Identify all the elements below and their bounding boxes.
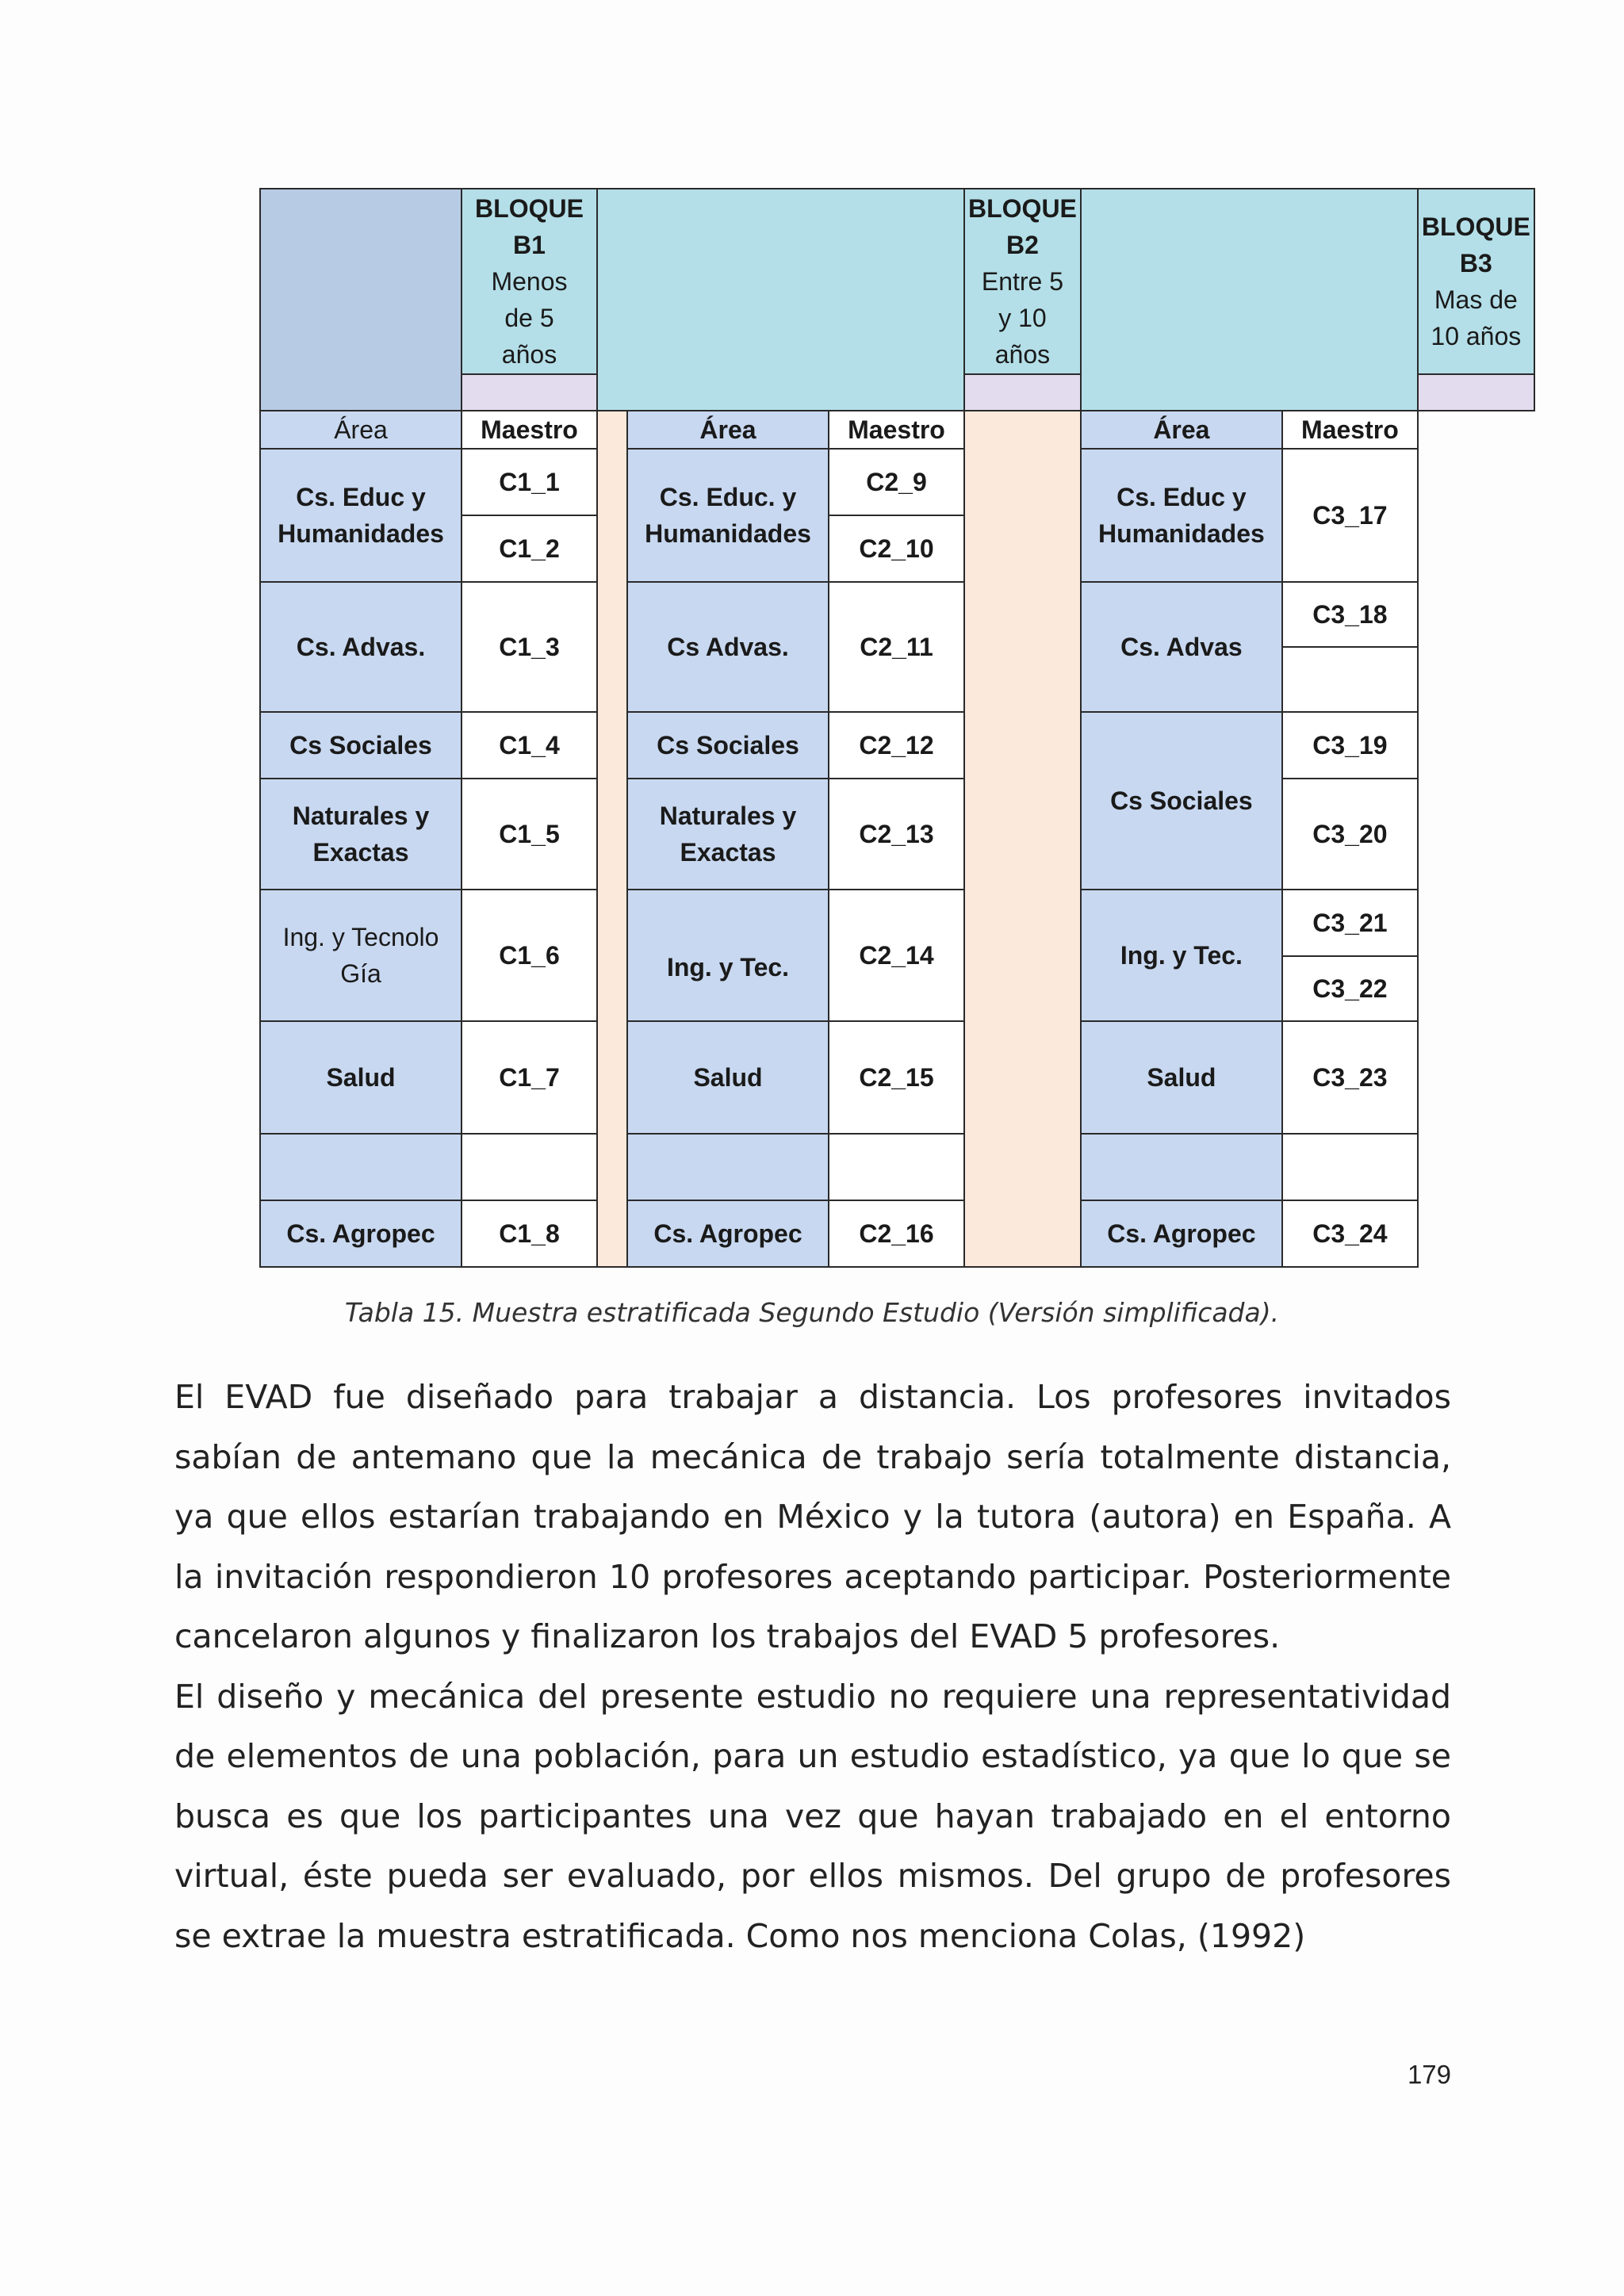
c3-area-ing: Ing. y Tec. xyxy=(1081,890,1282,1021)
block-b1-code: B1 xyxy=(513,231,546,259)
maestro-c2-13: C2_13 xyxy=(829,779,964,890)
block-b1-word: BLOQUE xyxy=(475,194,584,223)
maestro-c3-empty-2 xyxy=(1282,1134,1418,1200)
maestro-c2-15: C2_15 xyxy=(829,1021,964,1134)
block-b2-header xyxy=(964,189,1081,374)
column-spacer-2 xyxy=(964,411,1081,1267)
c2-naturales-line-2: Exactas xyxy=(680,838,776,867)
maestro-c1-6: C1_6 xyxy=(462,890,597,1021)
c1-ing-line-2: Gía xyxy=(340,959,381,988)
header-blank-cell xyxy=(260,189,462,411)
c1-naturales-line-1: Naturales y xyxy=(292,802,430,830)
column-spacer-1 xyxy=(597,411,627,1267)
col-label-area-2: Área xyxy=(627,411,829,449)
maestro-c3-17: C3_17 xyxy=(1282,449,1418,582)
maestro-c3-22: C3_22 xyxy=(1282,956,1418,1021)
block-b3-header xyxy=(1418,189,1534,374)
c3-educ-line-2: Humanidades xyxy=(1097,519,1265,548)
body-text xyxy=(174,1368,1451,1966)
stratified-sample-table xyxy=(259,188,1535,1268)
maestro-c2-9: C2_9 xyxy=(829,449,964,515)
block-b3-range-1: Mas de xyxy=(1434,285,1518,314)
maestro-c2-16: C2_16 xyxy=(829,1200,964,1267)
c1-educ-line-1: Cs. Educ y xyxy=(296,483,426,511)
c1-area-naturales xyxy=(260,779,462,890)
header-cyan-spacer-1 xyxy=(597,189,964,411)
block-b2-code: B2 xyxy=(1005,231,1039,259)
c2-educ-line-1: Cs. Educ. y xyxy=(659,483,797,511)
maestro-c2-14: C2_14 xyxy=(829,890,964,1021)
header-lavender-cell-3 xyxy=(1418,374,1534,411)
c2-area-agropec: Cs. Agropec xyxy=(627,1200,829,1267)
c1-educ-line-2: Humanidades xyxy=(278,519,444,548)
c1-area-empty xyxy=(260,1134,462,1200)
c1-area-agropec: Cs. Agropec xyxy=(260,1200,462,1267)
maestro-c1-7: C1_7 xyxy=(462,1021,597,1134)
maestro-c2-12: C2_12 xyxy=(829,712,964,779)
maestro-c1-2: C1_2 xyxy=(462,515,597,582)
maestro-c1-4: C1_4 xyxy=(462,712,597,779)
c2-area-ing: Ing. y Tec. xyxy=(627,890,829,1021)
page-number: 179 xyxy=(1407,2060,1451,2089)
c3-area-empty xyxy=(1081,1134,1282,1200)
c1-area-salud: Salud xyxy=(260,1021,462,1134)
header-lavender-cell-2 xyxy=(964,374,1081,411)
block-b3-range-2: 10 años xyxy=(1431,322,1522,350)
c2-area-advas: Cs Advas. xyxy=(627,582,829,712)
c2-educ-line-2: Humanidades xyxy=(645,519,811,548)
maestro-c3-20: C3_20 xyxy=(1282,779,1418,890)
c2-area-empty xyxy=(627,1134,829,1200)
sample-table-container xyxy=(259,188,1535,1268)
maestro-c1-5: C1_5 xyxy=(462,779,597,890)
c2-naturales-line-1: Naturales y xyxy=(659,802,797,830)
c1-area-educ xyxy=(260,449,462,582)
block-b2-word: BLOQUE xyxy=(968,194,1077,223)
header-lavender-cell-1 xyxy=(462,374,597,411)
col-label-area-1: Área xyxy=(260,411,462,449)
c1-area-sociales: Cs Sociales xyxy=(260,712,462,779)
c3-area-salud: Salud xyxy=(1081,1021,1282,1134)
c3-area-sociales: Cs Sociales xyxy=(1081,712,1282,890)
maestro-c1-1: C1_1 xyxy=(462,449,597,515)
maestro-c2-empty xyxy=(829,1134,964,1200)
block-b2-range-3: años xyxy=(994,340,1051,369)
maestro-c1-3: C1_3 xyxy=(462,582,597,712)
maestro-c2-11: C2_11 xyxy=(829,582,964,712)
maestro-c3-19: C3_19 xyxy=(1282,712,1418,779)
c3-area-advas: Cs. Advas xyxy=(1081,582,1282,712)
maestro-c2-10: C2_10 xyxy=(829,515,964,582)
block-b1-header xyxy=(462,189,597,374)
maestro-c3-21: C3_21 xyxy=(1282,890,1418,956)
block-b3-word: BLOQUE xyxy=(1421,212,1530,241)
c1-area-advas: Cs. Advas. xyxy=(260,582,462,712)
col-label-area-3: Área xyxy=(1081,411,1282,449)
block-b2-range-1: Entre 5 xyxy=(981,267,1064,296)
table-caption: Tabla 15. Muestra estratificada Segundo Estudio (Versión simplificada). xyxy=(344,1297,1280,1328)
c1-area-ing xyxy=(260,890,462,1021)
maestro-c3-24: C3_24 xyxy=(1282,1200,1418,1267)
block-b1-range-2: de 5 xyxy=(504,304,554,332)
paragraph-1: El EVAD fue diseñado para trabajar a distancia. Los profesores invitados sabían de antemano que la mecánica de trabajo sería totalmente distancia, ya que ellos estarían trabajando en México y la tutora (autora) en España. A la invitación respondieron 10 profesores aceptando participar. Posteriormente cancelaron algunos y finalizaron los trabajos del EVAD 5 profesores. xyxy=(174,1378,1451,1655)
c2-area-educ xyxy=(627,449,829,582)
col-label-maestro-1: Maestro xyxy=(462,411,597,449)
c2-area-naturales xyxy=(627,779,829,890)
c3-area-agropec: Cs. Agropec xyxy=(1081,1200,1282,1267)
c1-ing-line-1: Ing. y Tecnolo xyxy=(282,923,439,951)
c2-area-sociales: Cs Sociales xyxy=(627,712,829,779)
c2-area-salud: Salud xyxy=(627,1021,829,1134)
header-cyan-spacer-2 xyxy=(1081,189,1418,411)
c3-educ-line-1: Cs. Educ y xyxy=(1116,483,1247,511)
maestro-c1-8: C1_8 xyxy=(462,1200,597,1267)
c3-area-educ xyxy=(1081,449,1282,582)
maestro-c3-empty xyxy=(1282,647,1418,712)
block-b2-range-2: y 10 xyxy=(998,304,1047,332)
col-label-maestro-3: Maestro xyxy=(1282,411,1418,449)
maestro-c3-23: C3_23 xyxy=(1282,1021,1418,1134)
paragraph-2: El diseño y mecánica del presente estudio no requiere una representatividad de elementos de una población, para un estudio estadístico, ya que lo que se busca es que los participantes una vez que hayan trabajado en el entorno virtual, éste pueda ser evaluado, por ellos mismos. Del grupo de profesores se extrae la muestra estratificada. Como nos menciona Colas, (1992) xyxy=(174,1677,1451,1955)
maestro-c1-empty xyxy=(462,1134,597,1200)
block-b1-range-1: Menos xyxy=(491,267,568,296)
col-label-maestro-2: Maestro xyxy=(829,411,964,449)
block-b1-range-3: años xyxy=(501,340,557,369)
c1-naturales-line-2: Exactas xyxy=(312,838,409,867)
block-b3-code: B3 xyxy=(1459,249,1492,277)
maestro-c3-18: C3_18 xyxy=(1282,582,1418,647)
